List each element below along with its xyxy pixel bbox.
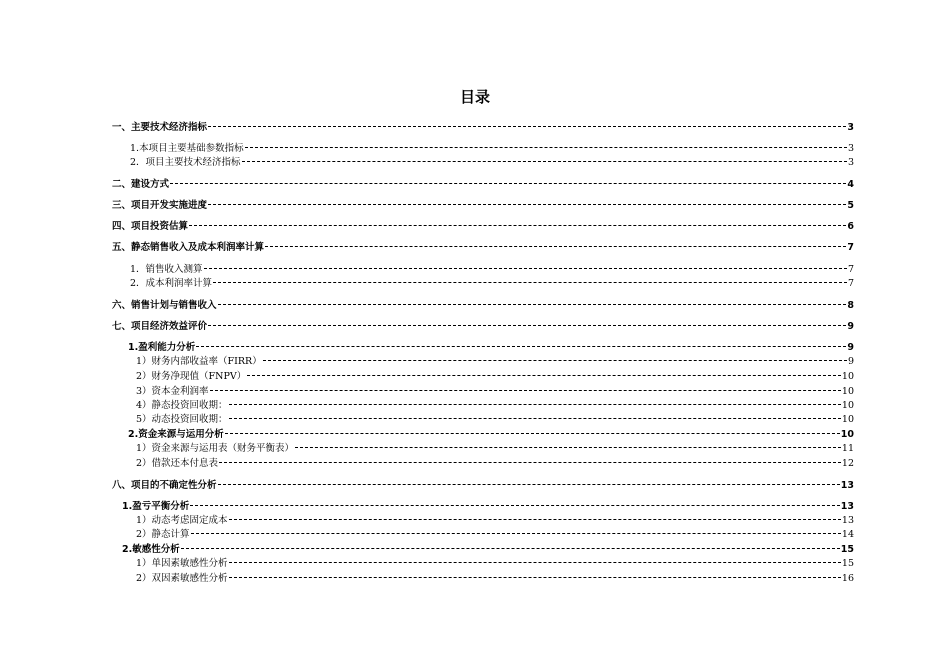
dot-leader	[181, 548, 840, 549]
dot-leader	[229, 562, 841, 563]
toc-page-number: 3	[847, 143, 854, 154]
toc-page-number: 3	[847, 122, 854, 133]
toc-entry-label: 三、项目开发实施进度	[112, 200, 208, 211]
dot-leader	[229, 418, 841, 419]
dot-leader	[189, 225, 846, 226]
dot-leader	[208, 204, 846, 205]
toc-entry-label: 2．项目主要技术经济指标	[130, 157, 241, 168]
toc-page-number: 8	[847, 300, 854, 311]
toc-entry-label: 2）财务净现值（FNPV）	[136, 371, 247, 382]
toc-page-number: 10	[841, 386, 854, 397]
toc-entry-section[interactable]	[130, 277, 854, 291]
toc-page-number: 14	[841, 529, 854, 540]
toc-entry-label: 2.敏感性分析	[122, 544, 180, 555]
toc-entry-subsection[interactable]	[136, 385, 854, 399]
toc-page-number: 7	[847, 278, 854, 289]
dot-leader	[229, 519, 841, 520]
toc-page-number: 7	[847, 264, 854, 275]
dot-leader	[247, 375, 841, 376]
toc-page-number: 9	[847, 356, 854, 367]
dot-leader	[265, 246, 846, 247]
toc-page-number: 4	[847, 179, 854, 190]
dot-leader	[190, 505, 840, 506]
toc-page-number: 3	[847, 157, 854, 168]
toc-entry-label: 1.盈亏平衡分析	[122, 501, 190, 512]
toc-entry-label: 1.本项目主要基础参数指标	[130, 143, 244, 154]
toc-page-number: 9	[847, 321, 854, 332]
toc-entry-chapter[interactable]	[112, 320, 854, 334]
toc-entry-subsection[interactable]	[136, 528, 854, 542]
toc-page-number: 9	[847, 342, 854, 353]
dot-leader	[245, 147, 847, 148]
dot-leader	[204, 268, 847, 269]
toc-entry-label: 2．成本利润率计算	[130, 278, 213, 289]
toc-page-number: 11	[841, 443, 854, 454]
toc-entry-label: 一、主要技术经济指标	[112, 122, 208, 133]
dot-leader	[196, 346, 846, 347]
toc-page-number: 6	[847, 221, 854, 232]
toc-entry-chapter[interactable]	[112, 199, 854, 213]
toc-entry-label: 2.资金来源与运用分析	[128, 429, 224, 440]
toc-entry-subsection[interactable]	[136, 457, 854, 471]
toc-entry-label: 1）资金来源与运用表（财务平衡表）	[136, 443, 295, 454]
toc-entry-label: 1）动态考虑固定成本	[136, 515, 228, 526]
toc-entry-label: 四、项目投资估算	[112, 221, 189, 232]
toc-entry-label: 二、建设方式	[112, 179, 170, 190]
toc-entry-label: 五、静态销售收入及成本利润率计算	[112, 242, 265, 253]
toc-page-number: 10	[840, 429, 854, 440]
toc-entry-label: 2）双因素敏感性分析	[136, 573, 228, 584]
toc-entry-chapter[interactable]	[112, 178, 854, 192]
dot-leader	[210, 390, 841, 391]
toc-entry-subsection[interactable]	[136, 399, 854, 413]
toc-entry-section[interactable]	[128, 428, 854, 442]
toc-entry-subsection[interactable]	[136, 572, 854, 586]
dot-leader	[263, 360, 847, 361]
toc-entry-label: 七、项目经济效益评价	[112, 321, 208, 332]
toc-page-number: 13	[840, 480, 854, 491]
toc-entry-label: 1）单因素敏感性分析	[136, 558, 228, 569]
toc-entry-label: 4）静态投资回收期：	[136, 400, 228, 411]
toc-entry-subsection[interactable]	[136, 370, 854, 384]
toc-entry-subsection[interactable]	[136, 413, 854, 427]
dot-leader	[218, 484, 840, 485]
toc-page-number: 16	[841, 573, 854, 584]
toc-entry-chapter[interactable]	[112, 121, 854, 135]
toc-entry-section[interactable]	[130, 142, 854, 156]
toc-page-number: 13	[840, 501, 854, 512]
toc-page-number: 10	[841, 400, 854, 411]
dot-leader	[218, 304, 847, 305]
toc-entry-label: 1．销售收入测算	[130, 264, 203, 275]
toc-entry-chapter[interactable]	[112, 220, 854, 234]
toc-entry-section[interactable]	[122, 500, 854, 514]
toc-page-number: 7	[847, 242, 854, 253]
toc-page-number: 15	[840, 544, 854, 555]
dot-leader	[242, 161, 847, 162]
dot-leader	[225, 433, 840, 434]
toc-entry-label: 3）资本金利润率	[136, 386, 209, 397]
toc-entry-label: 1）财务内部收益率（FIRR）	[136, 356, 262, 367]
toc-entry-label: 1.盈利能力分析	[128, 342, 196, 353]
toc-page-number: 10	[841, 371, 854, 382]
toc-entry-section[interactable]	[130, 263, 854, 277]
toc-entry-section[interactable]	[128, 341, 854, 355]
dot-leader	[229, 577, 841, 578]
toc-entry-label: 六、销售计划与销售收入	[112, 300, 217, 311]
toc-entry-chapter[interactable]	[112, 241, 854, 255]
dot-leader	[191, 533, 841, 534]
toc-entry-chapter[interactable]	[112, 479, 854, 493]
toc-title: 目录	[459, 88, 490, 106]
toc-entry-subsection[interactable]	[136, 442, 854, 456]
dot-leader	[295, 447, 841, 448]
toc-page-number: 13	[841, 515, 854, 526]
toc-page-number: 5	[847, 200, 854, 211]
toc-page-number: 10	[841, 414, 854, 425]
toc-entry-subsection[interactable]	[136, 557, 854, 571]
dot-leader	[170, 183, 846, 184]
toc-page-number: 12	[841, 458, 854, 469]
toc-page-number: 15	[841, 558, 854, 569]
toc-entry-label: 八、项目的不确定性分析	[112, 480, 217, 491]
toc-entry-chapter[interactable]	[112, 299, 854, 313]
dot-leader	[219, 462, 841, 463]
dot-leader	[208, 126, 846, 127]
toc-entry-subsection[interactable]	[136, 514, 854, 528]
toc-entry-section[interactable]	[130, 156, 854, 170]
toc-entry-label: 5）动态投资回收期：	[136, 414, 228, 425]
toc-entry-label: 2）借款还本付息表	[136, 458, 219, 469]
toc-entry-label: 2）静态计算	[136, 529, 190, 540]
dot-leader	[229, 404, 841, 405]
toc-entry-subsection[interactable]	[136, 355, 854, 369]
dot-leader	[208, 325, 846, 326]
dot-leader	[213, 282, 847, 283]
toc-entry-section[interactable]	[122, 543, 854, 557]
